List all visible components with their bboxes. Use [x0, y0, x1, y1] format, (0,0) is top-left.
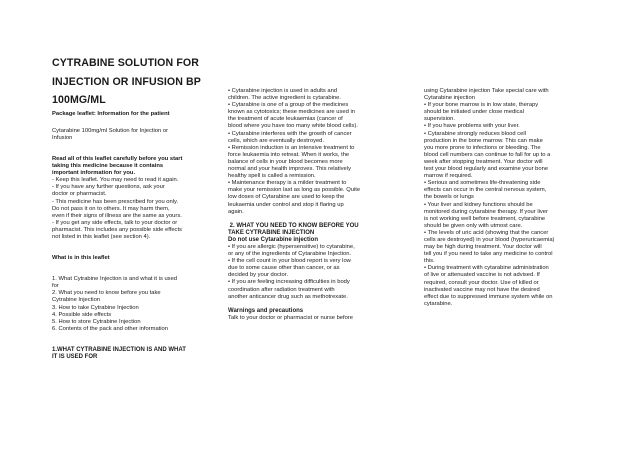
body-line: inactivated vaccine may not have the desired: [424, 286, 540, 293]
body-line: due to some cause other than cancer, or as: [228, 265, 340, 272]
body-line: week after stopping treatment. Your doctor will: [424, 158, 543, 165]
section2-subheading: Do not use Cytarabine injection: [228, 236, 319, 243]
title-line: INJECTION OR INFUSION BP: [52, 75, 201, 88]
body-line: low doses of Cytarabine are used to keep the: [228, 194, 345, 201]
product-line: Cytarabine 100mg/ml Solution for Injection or: [52, 127, 168, 134]
body-line: • Cytarabine is one of a group of the medicines: [228, 102, 349, 109]
read-item: doctor or pharmacist.: [52, 191, 107, 198]
body-line: • Cytarabine injection is used in adults and: [228, 88, 338, 94]
contents-item: 5. How to store Cytrabine Injection: [52, 318, 141, 325]
body-line: normal and your health improves. This relatively: [228, 166, 351, 173]
body-line: blood where you have too many white blood cells).: [228, 123, 358, 130]
body-line: • Remission induction is an intensive treatment to: [228, 144, 355, 151]
read-heading-line: important information for you.: [52, 170, 136, 177]
body-line: balance of cells in your blood becomes more: [228, 158, 343, 165]
read-heading-line: Read all of this leaflet carefully before you start: [52, 155, 183, 162]
body-line: children. The active ingredient is cytarabine.: [228, 95, 341, 102]
contents-heading: What is in this leaflet: [52, 255, 110, 262]
product-line: Infusion: [52, 134, 73, 141]
section2-heading: TAKE CYTRABINE INJECTION: [228, 229, 315, 236]
read-item: - This medicine has been prescribed for you only.: [52, 198, 179, 205]
body-line: • If you are feeling increasing difficulties in body: [228, 279, 350, 286]
section1-heading: 1.WHAT CYTRABINE INJECTION IS AND WHAT: [52, 346, 186, 353]
leaflet-subtitle: Package leaflet: Information for the patient: [52, 110, 170, 117]
body-line: • If the cell count in your blood report is very low: [228, 258, 351, 265]
body-line: may be high during treatment. Your doctor will: [424, 244, 542, 251]
body-line: the bowels or lungs: [424, 194, 474, 201]
warnings-heading: Warnings and precautions: [228, 307, 304, 314]
read-item: not listed in this leaflet (see section 4).: [52, 234, 151, 240]
contents-item: 2. What you need to know before you take: [52, 290, 161, 297]
column-right: [424, 88, 590, 308]
column-left: [52, 54, 217, 361]
body-line: of live or attenuated vaccine is not advised. If: [424, 272, 540, 279]
body-line: cells, which are eventually destroyed.: [228, 137, 325, 144]
body-line: • Serious and sometimes life-threatening side: [424, 180, 541, 187]
body-line: force leukaemia into retreat. When it works, the: [228, 151, 350, 158]
body-line: • Cytarabine strongly reduces blood cell: [424, 130, 526, 137]
section2-heading: 2. WHAT YOU NEED TO KNOW BEFORE YOU: [228, 222, 359, 229]
body-line: cytarabine.: [424, 300, 453, 307]
body-line: marrow if required.: [424, 173, 473, 180]
body-line: you more prone to infections or bleeding. The: [424, 144, 541, 151]
contents-item: 6. Contents of the pack and other information: [52, 325, 169, 332]
body-line: required, consult your doctor. Use of killed or: [424, 279, 539, 286]
read-heading-line: taking this medicine because it contains: [52, 163, 164, 170]
contents-item: Cytrabine Injection: [52, 297, 101, 304]
body-line: • If you have problems with your liver.: [424, 123, 520, 130]
read-item: - If you have any further questions, ask your: [52, 184, 165, 191]
read-item: even if their signs of illness are the same as yours.: [52, 212, 182, 219]
body-line: using Cytarabine injection Take special care with: [424, 88, 549, 94]
body-line: • During treatment with cytarabine administration: [424, 265, 549, 272]
body-line: • If you are allergic (hypersensitive) to cytarabine,: [228, 243, 355, 250]
body-line: the treatment of acute leukaemias (cancer of: [228, 116, 343, 123]
body-line: effects can occur in the central nervous system,: [424, 187, 547, 194]
body-line: is not working well before treatment, cytarabine: [424, 215, 546, 222]
body-line: healthy spell is called a remission.: [228, 173, 316, 180]
body-line: make your remission last as long as possible. Quite: [228, 187, 361, 194]
body-line: • Cytarabine interferes with the growth of cancer: [228, 130, 352, 137]
body-line: leukaemia under control and stop it flaring up: [228, 201, 344, 208]
body-line: Talk to your doctor or pharmacist or nurse before: [228, 314, 354, 321]
body-line: • If your bone marrow is in low state, therapy: [424, 102, 539, 109]
body-line: known as cytotoxics; these medicines are used in: [228, 109, 355, 116]
body-line: coordination after radiation treatment with: [228, 286, 335, 293]
body-line: supervision.: [424, 116, 455, 123]
body-line: • The levels of uric acid (showing that the cancer: [424, 229, 549, 236]
contents-item: 4. Possible side effects: [52, 311, 112, 318]
body-line: tell you if you need to take any medicine to control: [424, 251, 553, 258]
body-line: monitored during cytarabine therapy. If your liver: [424, 208, 548, 215]
body-line: should be given only with utmost care.: [424, 222, 523, 229]
body-line: • Maintenance therapy is a milder treatment to: [228, 180, 347, 187]
body-line: another anticancer drug such as methotrexate.: [228, 293, 348, 300]
read-item: Do not pass it on to others. It may harm them,: [52, 205, 170, 212]
read-item: - If you get any side effects, talk to your doctor or: [52, 219, 178, 226]
body-line: production in the bone marrow. This can make: [424, 137, 543, 144]
title-line: CYTRABINE SOLUTION FOR: [52, 57, 199, 69]
read-item: pharmacist. This includes any possible side effects: [52, 226, 182, 233]
title-line: 100MG/ML: [52, 94, 106, 107]
body-line: blood cell numbers can continue to fall for up to a: [424, 151, 551, 158]
body-line: this.: [424, 258, 435, 265]
column-middle: [228, 88, 388, 322]
read-item: - Keep this leaflet. You may need to read it again.: [52, 177, 179, 184]
body-line: or any of the ingredients of Cytarabine Injection.: [228, 251, 352, 258]
section1-heading: IT IS USED FOR: [52, 354, 98, 361]
body-line: again.: [228, 208, 244, 215]
body-line: effect due to suppressed immune system while on: [424, 293, 553, 300]
contents-item: 3. How to take Cytrabine Injection: [52, 304, 139, 311]
contents-item: 1. What Cytrabine Injection is and what it is used: [52, 276, 178, 283]
contents-item: for: [52, 283, 59, 290]
body-line: decided by your doctor.: [228, 272, 288, 279]
body-line: • Your liver and kidney functions should be: [424, 201, 533, 208]
body-line: cells are destroyed) in your blood (hyperuricaemia): [424, 236, 555, 243]
body-line: test your blood regularly and examine your bone: [424, 166, 549, 173]
body-line: should be initiated under close medical: [424, 109, 524, 116]
body-line: Cytarabine injection: [424, 95, 475, 102]
